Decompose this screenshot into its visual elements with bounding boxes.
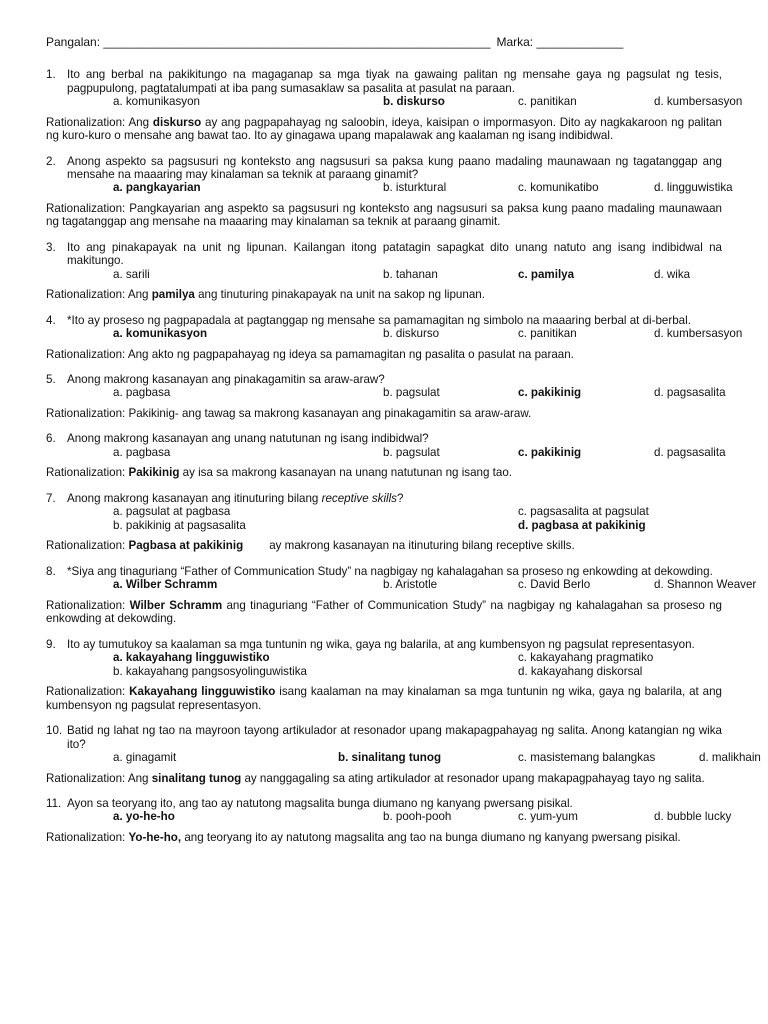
answer-options xyxy=(46,386,726,400)
answer-option[interactable]: c. panitikan xyxy=(518,95,577,109)
rationalization-text: Rationalization: xyxy=(46,830,129,844)
question-item xyxy=(46,373,726,421)
question-text: Ito ay tumutukoy sa kaalaman sa mga tuntunin ng wika, gaya ng balarila, at ang kumbensyon ng pagsulat representasyon. xyxy=(67,637,695,651)
answer-option[interactable]: a. sarili xyxy=(113,267,150,281)
question-number: 2. xyxy=(46,154,56,168)
question-text: Ayon sa teoryang ito, ang tao ay natutong magsalita bunga diumano ng kanyang pwersang pisikal. xyxy=(67,796,573,810)
question-text-emphasis: receptive skills xyxy=(321,491,397,505)
question-number: 5. xyxy=(46,373,56,387)
question xyxy=(46,314,722,327)
question-list xyxy=(46,68,761,844)
rationalization-text: Rationalization: Ang xyxy=(46,771,152,785)
question-number: 3. xyxy=(46,240,56,254)
question-text xyxy=(67,492,722,505)
question xyxy=(46,241,722,268)
rationalization-text: Rationalization: xyxy=(46,685,130,699)
question-item xyxy=(46,492,722,553)
answer-option[interactable]: b. pagsulat xyxy=(383,445,440,459)
rationalization-text: isang kaalaman na may kinalaman sa mga tuntunin ng wika, gaya ng balarila, at ang kumbensyon ng pagsulat representasyon. xyxy=(46,685,722,712)
rationalization-text: ay makrong kasanayan na itinuturing bilang receptive skills. xyxy=(269,539,575,553)
answer-option[interactable]: c. David Berlo xyxy=(518,578,591,592)
answer-option[interactable]: a. pangkayarian xyxy=(113,181,201,195)
question xyxy=(46,724,722,751)
answer-options xyxy=(46,95,743,109)
answer-options xyxy=(46,665,722,679)
answer-option[interactable]: c. yum-yum xyxy=(518,810,578,824)
rationalization xyxy=(46,685,722,712)
answer-option[interactable]: d. kumbersasyon xyxy=(654,327,743,341)
answer-options xyxy=(46,519,722,533)
question-text: Ito ang pinakapayak na unit ng lipunan. Kailangan itong patatagin sapagkat dito unang natuto ang isang indibidwal na makitungo. xyxy=(67,240,722,268)
question-item xyxy=(46,564,757,626)
answer-option[interactable]: d. malikhain xyxy=(699,750,761,764)
score-field-label[interactable]: Marka: _____________ xyxy=(496,35,624,49)
answer-options xyxy=(46,750,761,765)
question-number: 7. xyxy=(46,491,56,505)
answer-option[interactable]: b. diskurso xyxy=(383,95,445,109)
answer-option[interactable]: d. wika xyxy=(654,267,691,281)
answer-option[interactable]: c. pakikinig xyxy=(518,445,582,459)
question-text: Anong makrong kasanayan ang pinakagamitin sa araw-araw? xyxy=(67,373,385,387)
question-item xyxy=(46,313,743,361)
worksheet-page xyxy=(46,35,761,844)
question-number: 9. xyxy=(46,637,56,651)
question-number: 10. xyxy=(46,724,63,738)
answer-options xyxy=(46,445,726,460)
rationalization-text: Rationalization: Pakikinig- ang tawag sa makrong kasanayan ang pinakagamitin sa araw-araw. xyxy=(46,407,532,421)
question-item xyxy=(46,796,732,844)
question-text-part: ? xyxy=(396,491,404,505)
question-item xyxy=(46,241,722,302)
answer-options xyxy=(46,181,733,195)
rationalization-answer: sinalitang tunog xyxy=(151,771,242,785)
answer-options xyxy=(46,651,722,665)
rationalization xyxy=(46,116,722,143)
question xyxy=(46,492,722,505)
answer-option[interactable]: b. pakikinig at pagsasalita xyxy=(113,518,246,532)
answer-option[interactable]: a. yo-he-ho xyxy=(113,810,175,824)
question-item xyxy=(46,154,733,229)
rationalization xyxy=(46,202,722,229)
rationalization-text: Rationalization: Ang xyxy=(46,115,153,129)
question-text: Anong aspekto sa pagsusuri ng konteksto ang nagsusuri sa paksa kung paano madaling maunawaan ng tagatanggap ang mensahe na maaaring may kinalaman sa teknik at paraang ginamit? xyxy=(67,154,722,182)
rationalization-answer: Pagbasa at pakikinig xyxy=(128,539,244,553)
rationalization-text: ay nanggagaling sa ating artikulador at resonador upang makapagpahayag tayo ng salita. xyxy=(241,771,705,785)
answer-option[interactable]: b. isturktural xyxy=(383,181,447,195)
rationalization-text: Rationalization: Ang xyxy=(46,288,152,302)
answer-option[interactable]: d. lingguwistika xyxy=(654,181,733,195)
answer-options xyxy=(46,810,732,824)
rationalization-answer: pamilya xyxy=(151,288,195,302)
rationalization xyxy=(46,466,722,479)
question-item xyxy=(46,432,726,480)
rationalization-text: ay isa sa makrong kasanayan na unang natutunan ng isang tao. xyxy=(179,466,512,480)
question xyxy=(46,797,722,810)
rationalization-text: ay ang pagpapahayag ng saloobin, ideya, kaisipan o impormasyon. Dito ay nagkakaroon ng palitan ng kuro-kuro o mensahe ang bawat tao. Ito ay ginagawa upang mapalawak ang kaalaman ng isang indibidwal. xyxy=(46,115,723,143)
answer-option[interactable]: a. komunikasyon xyxy=(113,327,208,341)
question-text: *Siya ang tinaguriang “Father of Communication Study” na nagbigay ng kahalagahan sa proseso ng enkowding at dekowding. xyxy=(67,564,713,578)
answer-option[interactable]: b. pooh-pooh xyxy=(383,810,452,824)
question xyxy=(46,565,722,578)
answer-option[interactable]: d. pagsasalita xyxy=(654,386,726,400)
question xyxy=(46,432,722,445)
answer-option[interactable]: a. pagsulat at pagbasa xyxy=(113,505,231,519)
answer-option[interactable]: d. kakayahang diskorsal xyxy=(518,664,643,678)
rationalization-text: Rationalization: xyxy=(46,466,129,480)
answer-option[interactable]: a. kakayahang lingguwistiko xyxy=(113,651,270,665)
answer-options xyxy=(46,327,743,341)
answer-option[interactable]: a. pagbasa xyxy=(113,386,171,400)
rationalization-text: Rationalization: Ang akto ng pagpapahayag ng ideya sa pamamagitan ng pasalita o pasulat na paraan. xyxy=(46,347,574,361)
answer-option[interactable]: d. pagbasa at pakikinig xyxy=(518,518,646,532)
rationalization xyxy=(46,348,722,361)
answer-options xyxy=(46,268,722,282)
question xyxy=(46,638,722,651)
question-text-part: Anong makrong kasanayan ang itinuturing bilang xyxy=(67,491,322,505)
rationalization xyxy=(46,831,722,844)
rationalization xyxy=(46,407,722,420)
answer-option[interactable]: c. pagsasalita at pagsulat xyxy=(518,505,649,519)
answer-option[interactable]: d. Shannon Weaver xyxy=(654,578,757,592)
question xyxy=(46,155,722,182)
answer-option[interactable]: c. komunikatibo xyxy=(518,181,599,195)
name-field-label[interactable]: Pangalan: __________________________________________________________ xyxy=(46,35,491,49)
question-number: 11. xyxy=(46,796,62,810)
question-number: 8. xyxy=(46,564,56,578)
answer-option[interactable]: b. diskurso xyxy=(383,327,440,341)
question-item xyxy=(46,638,722,712)
rationalization-answer: Kakayahang lingguwistiko xyxy=(129,685,276,699)
rationalization-text: Rationalization: xyxy=(46,539,129,553)
answer-option[interactable]: a. ginagamit xyxy=(113,750,177,764)
question xyxy=(46,68,722,95)
question-item xyxy=(46,724,761,785)
rationalization-text: ang tinuturing pinakapayak na unit na sakop ng lipunan. xyxy=(194,288,485,302)
answer-option[interactable]: c. pakikinig xyxy=(518,386,582,400)
answer-option[interactable]: d. kumbersasyon xyxy=(654,95,743,109)
rationalization-text: ang tinaguriang “Father of Communication Study” na nagbigay ng kahalagahan sa proseso ng enkowding at dekowding. xyxy=(46,598,723,626)
answer-option[interactable]: c. kakayahang pragmatiko xyxy=(518,651,654,665)
question-text: Anong makrong kasanayan ang unang natutunan ng isang indibidwal? xyxy=(67,432,429,446)
answer-option[interactable]: c. panitikan xyxy=(518,327,577,341)
rationalization-text: Rationalization: xyxy=(46,598,130,612)
question xyxy=(46,373,722,386)
question-number: 4. xyxy=(46,313,56,327)
rationalization-answer: diskurso xyxy=(152,115,202,129)
rationalization-answer: Wilber Schramm xyxy=(129,598,223,612)
rationalization-text: Rationalization: Pangkayarian ang aspekto sa pagsusuri ng konteksto ang nagsusuri sa paksa kung paano madaling maunawaan ng tagatanggap ang mensahe na maaaring may kinalaman sa teknik at paraang ginamit. xyxy=(46,202,722,229)
question-text: Ito ang berbal na pakikitungo na magaganap sa mga tiyak na gawaing palitan ng mensahe gaya ng pagsulat ng tesis, pagpupulong, pagtatalumpati at iba pang sumasaklaw sa pasalita at pasulat na paraan. xyxy=(67,68,722,95)
answer-options xyxy=(46,578,757,592)
answer-option[interactable]: b. kakayahang pangsosyolinguwistika xyxy=(113,664,307,678)
answer-option[interactable]: b. sinalitang tunog xyxy=(338,750,442,764)
rationalization-text: ang teoryang ito ay natutong magsalita ang tao na bunga diumano ng kanyang pwersang pisikal. xyxy=(181,830,681,844)
rationalization xyxy=(46,288,722,301)
answer-option[interactable]: a. Wilber Schramm xyxy=(113,578,218,592)
answer-option[interactable]: d. bubble lucky xyxy=(654,810,732,824)
answer-option[interactable]: b. pagsulat xyxy=(383,386,440,400)
question-number: 1. xyxy=(46,68,56,82)
rationalization-answer: Yo-he-ho, xyxy=(128,830,182,844)
question-number: 6. xyxy=(46,432,56,446)
answer-option[interactable]: c. masistemang balangkas xyxy=(518,750,656,764)
answer-options xyxy=(46,505,722,519)
answer-option[interactable]: c. pamilya xyxy=(518,267,575,281)
rationalization xyxy=(46,539,722,552)
question-text: *Ito ay proseso ng pagpapadala at pagtanggap ng mensahe sa pamamagitan ng simbolo na maaaring berbal at di-berbal. xyxy=(67,313,691,327)
rationalization-answer: Pakikinig xyxy=(128,466,180,480)
answer-option[interactable]: b. Aristotle xyxy=(383,578,438,592)
question-item xyxy=(46,68,743,143)
answer-option[interactable]: a. komunikasyon xyxy=(113,95,200,109)
answer-option[interactable]: b. tahanan xyxy=(383,267,438,281)
question-text: Batid ng lahat ng tao na mayroon tayong artikulador at resonador upang makapagpahayag ng salita. Anong katangian ng wika ito? xyxy=(67,724,722,751)
answer-option[interactable]: a. pagbasa xyxy=(113,445,171,459)
answer-option[interactable]: d. pagsasalita xyxy=(654,445,726,459)
rationalization xyxy=(46,772,722,785)
header xyxy=(46,36,722,49)
rationalization xyxy=(46,599,722,626)
